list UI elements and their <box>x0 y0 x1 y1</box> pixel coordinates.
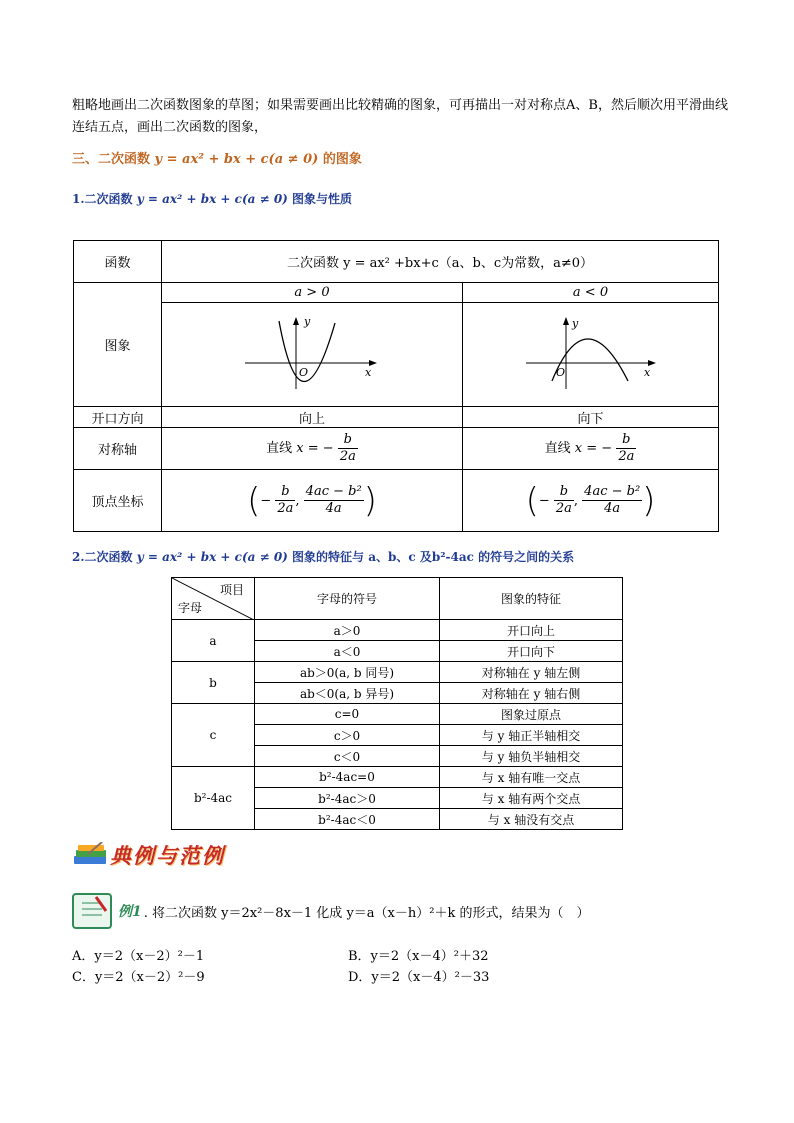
banner-title: 典例与范例 <box>110 844 225 868</box>
header-letter: 字母 <box>178 601 203 615</box>
col-a-positive: a > 0 <box>162 283 463 303</box>
sign-cell: ab＜0(a, b 异号) <box>255 683 440 704</box>
graph-label: 图象 <box>74 283 162 407</box>
sign-cell: c＞0 <box>255 725 440 746</box>
y-axis-arrow <box>293 317 299 325</box>
sign-cell: a＞0 <box>255 620 440 641</box>
graph-downward-cell <box>463 303 719 407</box>
properties-table <box>73 240 719 532</box>
upward-parabola-graph <box>237 313 387 393</box>
graph-upward-cell <box>162 303 463 407</box>
axis-neg: 直线 x = − $\frac{b}{2a}$ <box>463 428 719 470</box>
sign-cell: b²-4ac＜0 <box>255 809 440 830</box>
subheading-1 <box>72 190 352 207</box>
x-label: x <box>365 365 372 379</box>
opening-label: 开口方向 <box>74 407 162 428</box>
subheading-1-formula: y = ax² + bx + c(a ≠ 0) <box>136 192 288 206</box>
sign-cell: a＜0 <box>255 641 440 662</box>
axis-label: 对称轴 <box>74 428 162 470</box>
section-3-heading <box>72 148 362 167</box>
letter-a: a <box>172 620 255 662</box>
example-banner <box>72 840 225 870</box>
opening-down: 向下 <box>463 407 719 428</box>
example-label: 例1 <box>118 904 142 920</box>
sign-relation-table <box>171 577 623 830</box>
subheading-2-prefix: 2.二次函数 <box>72 550 133 564</box>
intro-paragraph: 粗略地画出二次函数图象的草图；如果需要画出比较精确的图象，可再描出一对对称点A、B，然后顺次用平滑曲线连结五点，画出二次函数的图象， <box>72 98 728 135</box>
feature-cell: 与 x 轴有唯一交点 <box>440 767 623 788</box>
col-a-negative: a < 0 <box>463 283 719 303</box>
subheading-1-prefix: 1.二次函数 <box>72 192 133 206</box>
section-3-formula: y = ax² + bx + c(a ≠ 0) <box>154 152 319 167</box>
sign-cell: b²-4ac＞0 <box>255 788 440 809</box>
func-label: 函数 <box>74 241 162 283</box>
sign-cell: c=0 <box>255 704 440 725</box>
example-1 <box>72 893 589 929</box>
feature-cell: 对称轴在 y 轴右侧 <box>440 683 623 704</box>
letter-c: c <box>172 704 255 767</box>
header-item: 项目 <box>219 583 244 597</box>
feature-cell: 与 x 轴没有交点 <box>440 809 623 830</box>
y-axis-arrow <box>563 317 569 325</box>
books-icon <box>72 842 110 868</box>
sign-cell: c＜0 <box>255 746 440 767</box>
diagonal-header-cell <box>172 578 255 620</box>
subheading-1-suffix: 图象与性质 <box>292 192 353 206</box>
y-label: y <box>304 314 311 328</box>
notebook-pencil-icon <box>72 893 112 929</box>
subheading-2 <box>72 548 574 565</box>
feature-cell: 对称轴在 y 轴左侧 <box>440 662 623 683</box>
example-question: . 将二次函数 y＝2x²－8x－1 化成 y＝a（x－h）²＋k 的形式，结果为（ ） <box>143 905 590 921</box>
sign-cell: ab＞0(a, b 同号) <box>255 662 440 683</box>
subheading-2-suffix: 图象的特征与 a、b、c 及b²-4ac 的符号之间的关系 <box>292 550 575 564</box>
func-value: 二次函数 y = ax² +bx+c（a、b、c为常数，a≠0） <box>162 241 719 283</box>
feature-cell: 与 y 轴负半轴相交 <box>440 746 623 767</box>
vertex-neg: (− $\frac{b}{2a}$ , $\frac{\text{4ac − b²}}{4a}$ ) <box>463 470 719 532</box>
vertex-pos: (− $\frac{b}{2a}$ , $\frac{\text{4ac − b²}}{4a}$ ) <box>162 470 463 532</box>
axis-pos: 直线 x = − $\frac{b}{2a}$ <box>162 428 463 470</box>
letter-discriminant: b²-4ac <box>172 767 255 830</box>
opening-up: 向上 <box>162 407 463 428</box>
letter-b: b <box>172 662 255 704</box>
section-3-suffix: 的图象 <box>322 152 362 167</box>
origin-label: O <box>299 365 309 379</box>
section-3-prefix: 三、二次函数 <box>72 152 151 167</box>
option-d: D．y＝2（x－4）²－33 <box>348 970 490 985</box>
option-b: B．y＝2（x－4）²＋32 <box>348 949 489 964</box>
sign-cell: b²-4ac=0 <box>255 767 440 788</box>
vertex-label: 顶点坐标 <box>74 470 162 532</box>
feature-cell: 与 y 轴正半轴相交 <box>440 725 623 746</box>
x-label: x <box>643 365 650 379</box>
feature-cell: 开口向上 <box>440 620 623 641</box>
feature-cell: 与 x 轴有两个交点 <box>440 788 623 809</box>
header-feature: 图象的特征 <box>440 578 623 620</box>
option-c: C．y＝2（x－2）²－9 <box>72 970 205 985</box>
y-label: y <box>571 316 578 330</box>
subheading-2-formula: y = ax² + bx + c(a ≠ 0) <box>136 550 288 564</box>
downward-parabola-graph <box>516 313 666 393</box>
header-sign: 字母的符号 <box>255 578 440 620</box>
origin-label: O <box>555 365 565 379</box>
feature-cell: 开口向下 <box>440 641 623 662</box>
option-a: A．y＝2（x－2）²－1 <box>72 949 205 964</box>
feature-cell: 图象过原点 <box>440 704 623 725</box>
